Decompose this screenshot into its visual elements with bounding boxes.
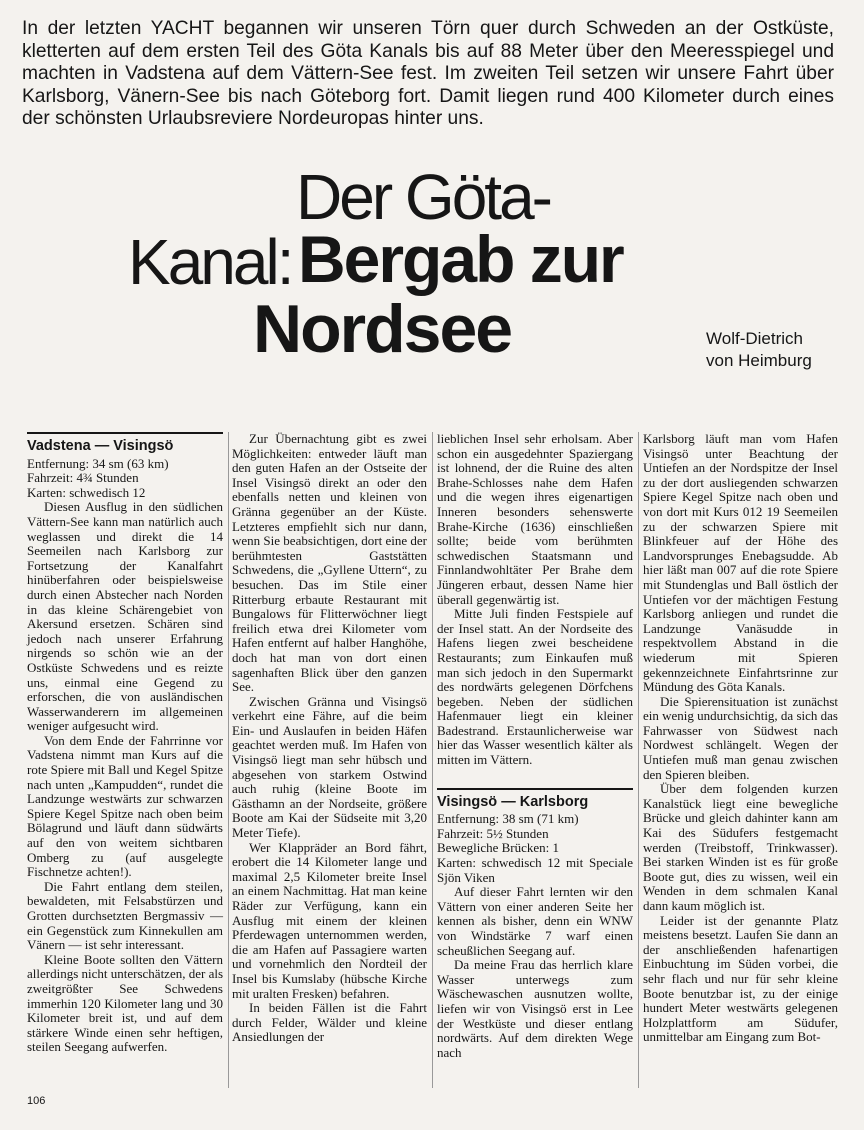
fact-line: Entfernung: 38 sm (71 km) bbox=[437, 811, 579, 827]
column-divider bbox=[638, 432, 639, 1088]
body-paragraph: lieblichen Insel sehr erholsam. Aber schon ein ausgedehnter Spaziergang ist lohnend, der die Ruine des alten Brahe-Schlosses nahe dem Hafen und die wegen ihres eigenartigen Inneren besonders sehenswerte Brahe-Kirche (1636) einschließen sollte; beide vom berühmten schwedischen Staatsmann und Finnlandwohltäter Per Brahe dem Jüngeren erbaut, dessen Name hier überall gegenwärtig ist. bbox=[437, 431, 633, 607]
column-2 bbox=[232, 432, 427, 1045]
body-paragraph: Zur Übernachtung gibt es zwei Möglichkeiten: entweder läuft man den guten Hafen an der Ostseite der Insel Visingsö direkt an oder den ebenfalls netten und kleinen von Gränna gegenüber an der Küste. Letzteres empfiehlt sich nur dann, wenn Sie beabsichtigen, dort eine der berühmtesten Gaststätten Schwedens, die „Gyllene Uttern“, zu besuchen. Das im Stile einer Ritterburg erbaute Restaurant mit Bungalows für Flitterwöchner liegt freilich etwa drei Kilometer vom Hafen entfernt auf halber Hanghöhe, doch hat man von dort einen sagenhaften Blick über den ganzen See. bbox=[232, 431, 427, 695]
section-heading: Visingsö — Karlsborg bbox=[437, 788, 633, 813]
body-paragraph: Mitte Juli finden Festspiele auf der Insel statt. An der Nordseite des Hafens liegen zwei bescheidene Restaurants; zum Einkaufen muß man sich jedoch in den Supermarkt des nordwärts gelegenen Dörfchens begeben. Neben der südlichen Hafenmauer liegt ein kleiner Badestrand. Erstaunlicherweise war hier das Wasser wesentlich kälter als mitten im Vättern. bbox=[437, 606, 633, 768]
column-1 bbox=[27, 432, 223, 1055]
column-3 bbox=[437, 432, 633, 1060]
body-paragraph: Da meine Frau das herrlich klare Wasser unterwegs zum Wäschewaschen ausnutzen wollte, liefen wir von Visingsö erst in Lee der Westküste und dieser entlang nordwärts. Auf dem direkten Wege nach bbox=[437, 957, 633, 1060]
fact-line: Karten: schwedisch 12 mit Speciale Sjön Viken bbox=[437, 855, 633, 885]
title-line3: Nordsee bbox=[253, 291, 512, 367]
body-paragraph: Wer Klappräder an Bord fährt, erobert die 14 Kilometer lange und maximal 2,5 Kilometer breite Insel an einem Nachmittag. Hat man keine Räder zur Verfügung, kann ein Ausflug mit einem der kleinen Pferdewagen unternommen werden, die am Hafen auf Passagiere warten und vornehmlich den Nordteil der Insel bis Kumslaby (hübsche Kirche mit uralten Fresken) befahren. bbox=[232, 839, 427, 1001]
fact-line: Fahrzeit: 4¾ Stunden bbox=[27, 470, 139, 486]
body-paragraph: Über dem folgenden kurzen Kanalstück liegt eine bewegliche Brücke und gleich dahinter kann am Kai des Südufers festgemacht werden (Treibstoff, Trinkwasser). Bei starken Winden ist es für große Boote gut, dies zu wissen, weil ein Wenden in dem schmalen Kanal dann kaum möglich ist. bbox=[643, 781, 838, 913]
title-line2-bold: Bergab zur bbox=[298, 222, 623, 296]
intro-paragraph: In der letzten YACHT begannen wir unseren Törn quer durch Schweden an der Ostküste, kletterten auf dem ersten Teil des Göta Kanals bis auf 88 Meter über den Meeresspiegel und machten in Vadstena auf dem Vättern-See fest. Im zweiten Teil setzen wir unsere Fahrt über Karlsborg, Vänern-See bis nach Göteborg fort. Damit liegen rund 400 Kilometer durch eines der schönsten Urlaubsreviere Nordeuropas hinter uns. bbox=[22, 18, 834, 129]
column-divider bbox=[432, 432, 433, 1088]
body-paragraph: In beiden Fällen ist die Fahrt durch Felder, Wälder und kleine Ansiedlungen der bbox=[232, 1000, 427, 1045]
fact-line: Karten: schwedisch 12 bbox=[27, 484, 146, 500]
column-4 bbox=[643, 432, 838, 1045]
body-paragraph: Zwischen Gränna und Visingsö verkehrt eine Fähre, auf die beim Ein- und Auslaufen in beiden Häfen geachtet werden muß. Im Hafen von Visingsö liegt man sehr hübsch und abgesehen von starkem Ostwind auch ruhig (kleine Boote im Gästhamn an der Nordseite, größere Boote am Kai der Südseite mit 3,20 Meter Tiefe). bbox=[232, 693, 427, 841]
author-byline bbox=[706, 328, 812, 372]
body-paragraph: Von dem Ende der Fahrrinne vor Vadstena nimmt man Kurs auf die rote Spiere mit Ball und Kegel Spitze nach unten „Kampudden“, rundet die Landzunge westwärts zur schwarzen Spiere Kegel Spitze nach oben beim Bölagrund und läuft dann südwärts auf den von weitem sichtbaren Omberg zu (auf ausgelegte Fischnetze achten!). bbox=[27, 732, 223, 880]
body-paragraph: Auf dieser Fahrt lernten wir den Vättern von einer anderen Seite her kennen als bisher, denn ein WNW von Windstärke 7 warf einen scheußlichen Seegang auf. bbox=[437, 884, 633, 958]
page-number: 106 bbox=[27, 1095, 46, 1107]
author-line2: von Heimburg bbox=[706, 351, 812, 370]
body-paragraph: Diesen Ausflug in den südlichen Vättern-See kann man natürlich auch weglassen und direkt die 14 Seemeilen nach Karlsborg zur Fortsetzung der Kanalfahrt hinüberfahren oder beispielsweise durch einen Abstecher nach Norden in das kleine Schärengebiet von Akersund ersetzen. Schären sind jedoch nach unserer Erfahrung nirgends so schön wie an der Ostküste Schwedens und es reizte uns, einmal eine Gegend zu erforschen, die von ausländischen Wasserwanderern im allgemeinen weniger aufgesucht wird. bbox=[27, 499, 223, 734]
column-divider bbox=[228, 432, 229, 1088]
body-paragraph: Die Fahrt entlang dem steilen, bewaldeten, mit Felsabstürzen und Grotten durchsetzten Bergmassiv — ein Gegenstück zum Kinnekullen am Vänern — ist sehr interessant. bbox=[27, 878, 223, 953]
body-paragraph: Leider ist der genannte Platz meistens besetzt. Laufen Sie dann an der anschließenden hafenartigen Einbuchtung im Süden vorbei, die sehr flach und nur für sehr kleine Boote benutzbar ist, zu der einige hundert Meter westwärts gelegenen Holzplattform am Südufer, unmittelbar am Eingang zum Bot- bbox=[643, 912, 838, 1045]
fact-line: Bewegliche Brücken: 1 bbox=[437, 840, 560, 856]
section-heading: Vadstena — Visingsö bbox=[27, 432, 223, 457]
fact-line: Entfernung: 34 sm (63 km) bbox=[27, 455, 169, 471]
title-line2-light: Kanal: bbox=[128, 226, 292, 298]
body-paragraph: Karlsborg läuft man vom Hafen Visingsö unter Beachtung der Untiefen an der Nordspitze der Insel zu der dort ausliegenden schwarzen Spiere Kegel Spitze nach oben und von dort mit Kurs 012 19 Seemeilen zu der schwarzen Spiere mit Blinkfeuer auf der Höhe des Landvorsprunges Enebagsudde. Ab hier läßt man 007 auf die rote Spiere mit Stundenglas und Ball östlich der Untiefen vor der mächtigen Festung Karlsborg anliegen und rundet die Landzunge Vanäsudde in respektvollem Abstand in die wiederum mit Spieren gekennzeichnete Einfahrtsrinne zur Mündung des Göta Kanals. bbox=[643, 431, 838, 695]
author-line1: Wolf-Dietrich bbox=[706, 329, 803, 348]
route-facts bbox=[27, 457, 223, 501]
body-paragraph: Kleine Boote sollten den Vättern allerdings nicht unterschätzen, der als zweitgrößter See Schwedens immerhin 120 Kilometer lang und 30 Kilometer breit ist, und auf dem stärkere Winde einen sehr heftigen, steilen Seegang aufwerfen. bbox=[27, 951, 224, 1055]
body-paragraph: Die Spierensituation ist zunächst ein wenig undurchsichtig, da sich das Fahrwasser von Südwest nach Nordwest schlängelt. Wegen der Untiefen muß man genau zwischen den Spieren bleiben. bbox=[643, 693, 838, 782]
title-line1: Der Göta- bbox=[296, 161, 550, 233]
fact-line: Fahrzeit: 5½ Stunden bbox=[437, 825, 549, 841]
route-facts bbox=[437, 812, 633, 885]
